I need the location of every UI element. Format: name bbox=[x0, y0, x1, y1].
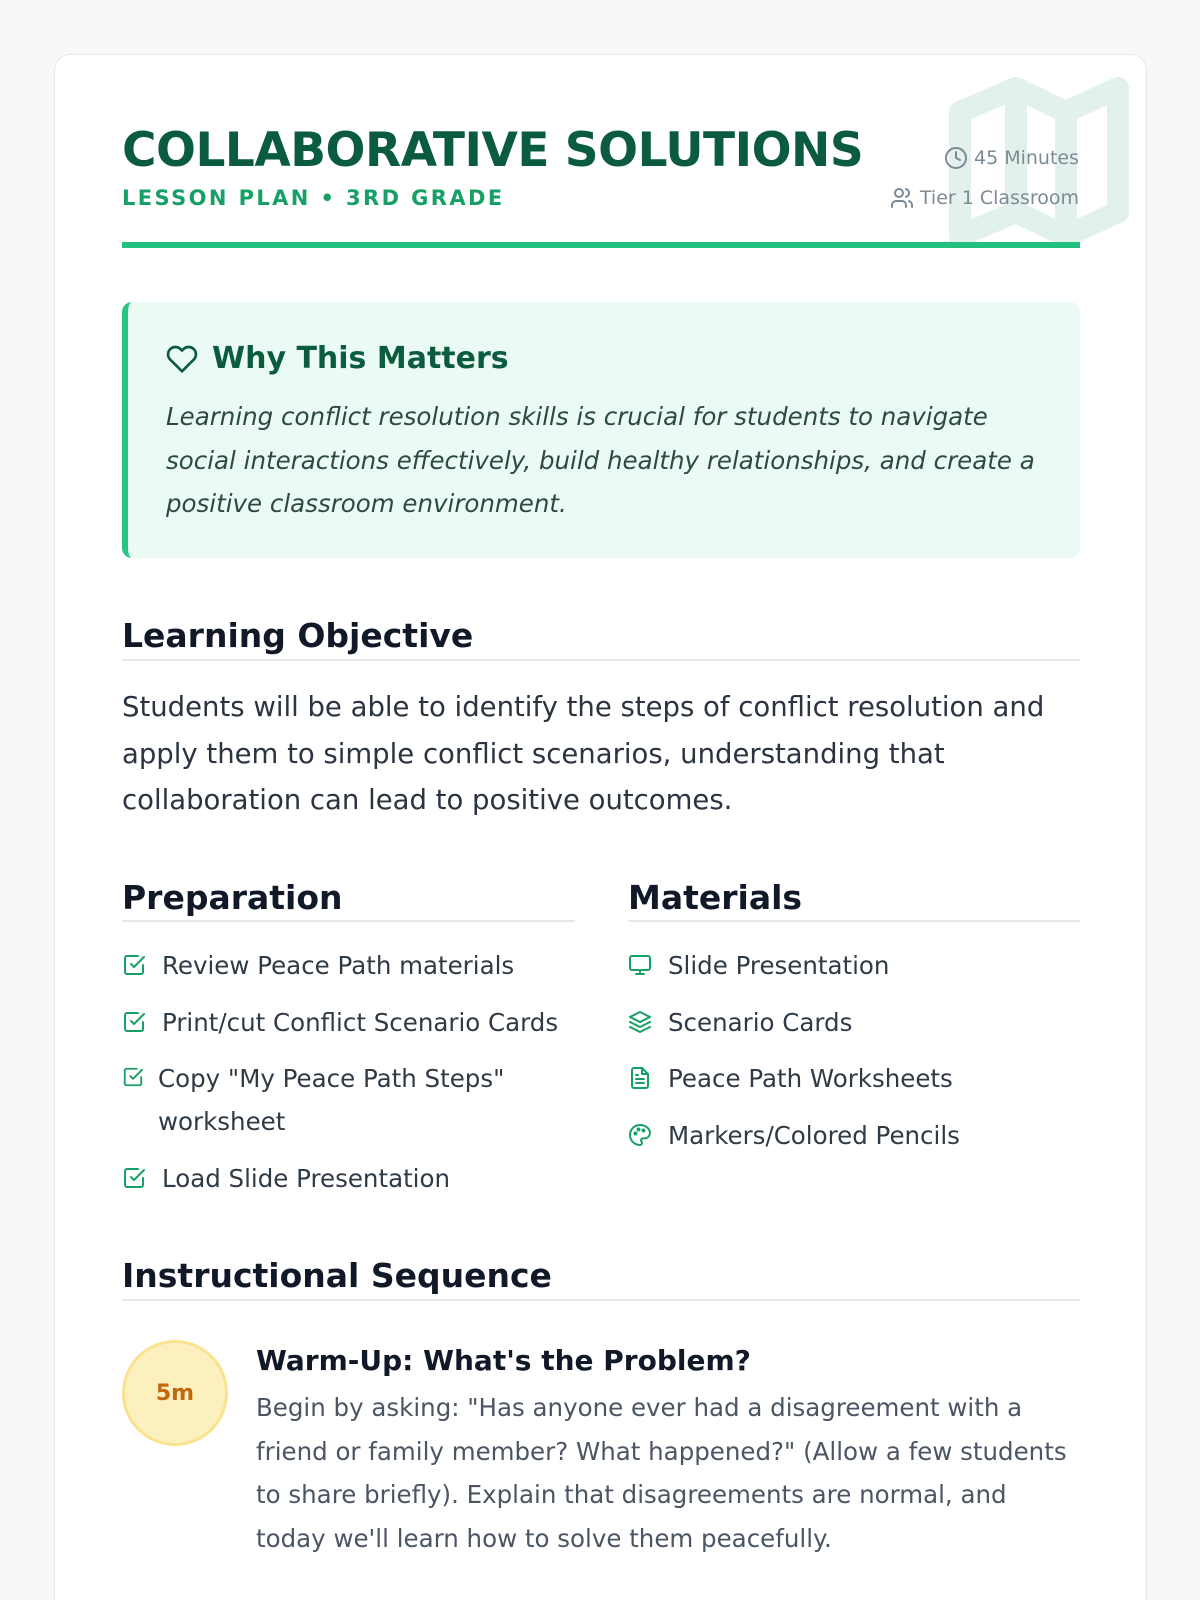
why-text: Learning conflict resolution skills is crucial for students to navigate social interactions effectively, build healthy relationships, and create a positive classroom environment. bbox=[166, 402, 1035, 518]
preparation-item-label: Review Peace Path materials bbox=[162, 951, 515, 980]
layers-icon bbox=[628, 1010, 652, 1034]
step-text: Begin by asking: "Has anyone ever had a disagreement with a friend or family member? What happened?" (Allow a few students to share briefly). Explain that disagreements are normal, and today we'll learn how to solve them peacefully. bbox=[256, 1393, 1067, 1553]
preparation-item-label: Copy "My Peace Path Steps" worksheet bbox=[158, 1064, 505, 1136]
list-item bbox=[628, 1114, 1088, 1157]
checkbox-icon bbox=[122, 1010, 146, 1034]
list-item bbox=[628, 1057, 1088, 1100]
objective-heading: Learning Objective bbox=[122, 616, 474, 655]
duration-meta bbox=[944, 145, 1079, 171]
heart-icon bbox=[166, 343, 198, 375]
checkbox-icon bbox=[122, 1066, 144, 1088]
objective-divider bbox=[122, 659, 1080, 661]
materials-item-label: Markers/Colored Pencils bbox=[668, 1120, 960, 1150]
duration-text: 45 Minutes bbox=[973, 147, 1079, 169]
document-icon bbox=[628, 1066, 652, 1090]
materials-heading: Materials bbox=[628, 878, 803, 917]
page-title: COLLABORATIVE SOLUTIONS bbox=[122, 123, 864, 178]
sequence-divider bbox=[122, 1299, 1080, 1301]
list-item bbox=[628, 1001, 1088, 1044]
checkbox-icon bbox=[122, 1166, 146, 1190]
monitor-icon bbox=[628, 953, 652, 977]
palette-icon bbox=[628, 1123, 652, 1147]
setting-text: Tier 1 Classroom bbox=[919, 187, 1079, 209]
preparation-item-label: Print/cut Conflict Scenario Cards bbox=[162, 1007, 559, 1037]
list-item bbox=[628, 944, 1088, 987]
checkbox-icon bbox=[122, 953, 146, 977]
clock-icon bbox=[944, 146, 968, 170]
list-item bbox=[122, 944, 582, 987]
list-item bbox=[122, 1001, 582, 1044]
preparation-item-label: Load Slide Presentation bbox=[162, 1163, 451, 1193]
why-header bbox=[166, 340, 509, 378]
materials-item-label: Peace Path Worksheets bbox=[668, 1064, 953, 1093]
list-item bbox=[122, 1157, 582, 1200]
objective-text: Students will be able to identify the steps of conflict resolution and apply them to simple conflict scenarios, understanding that collaboration can lead to positive outcomes. bbox=[122, 691, 1045, 816]
duration-badge: 5m bbox=[122, 1340, 228, 1446]
header-divider bbox=[122, 242, 1080, 248]
preparation-divider bbox=[122, 920, 575, 922]
materials-list bbox=[628, 944, 1088, 1170]
materials-item-label: Slide Presentation bbox=[668, 951, 890, 980]
sequence-heading: Instructional Sequence bbox=[122, 1256, 552, 1295]
preparation-list bbox=[122, 944, 582, 1213]
list-item bbox=[122, 1057, 582, 1143]
page-subtitle: LESSON PLAN • 3RD GRADE bbox=[122, 186, 505, 210]
step-title: Warm-Up: What's the Problem? bbox=[256, 1344, 751, 1377]
preparation-heading: Preparation bbox=[122, 878, 343, 917]
why-title: Why This Matters bbox=[212, 341, 509, 376]
setting-meta bbox=[890, 185, 1079, 211]
users-icon bbox=[890, 186, 914, 210]
materials-divider bbox=[628, 920, 1080, 922]
why-callout bbox=[122, 302, 1080, 558]
materials-item-label: Scenario Cards bbox=[668, 1007, 853, 1037]
